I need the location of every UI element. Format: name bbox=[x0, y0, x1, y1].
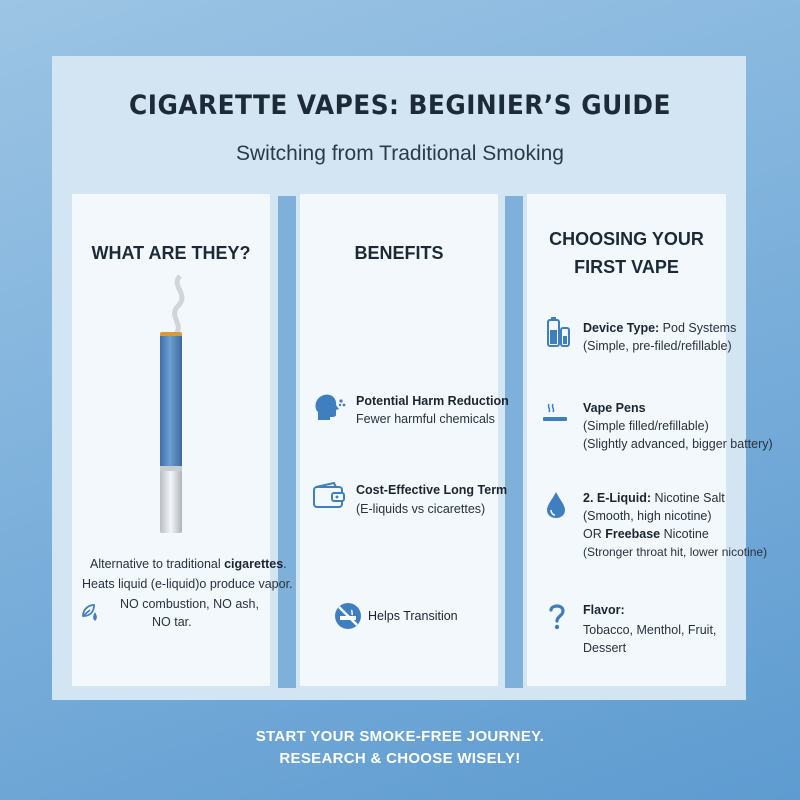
benefit-title bbox=[368, 608, 458, 625]
panel-what-are-they bbox=[72, 194, 293, 686]
vape-pens-desc: (Slightly advanced, bigger battery) bbox=[583, 437, 773, 451]
panel-heading: CHOOSING YOUR bbox=[549, 229, 704, 249]
what-line-2: Heats liquid (e-liquid)o produce vapor. bbox=[82, 577, 293, 591]
page-subtitle: Switching from Traditional Smoking bbox=[236, 142, 564, 165]
what-line-1-end: . bbox=[283, 557, 287, 571]
flavor-desc: Dessert bbox=[583, 641, 627, 655]
benefit-title-text: Cost-Effective Long Term bbox=[356, 483, 508, 497]
pod-device-icon bbox=[545, 316, 571, 350]
panel-benefits bbox=[300, 194, 509, 686]
device-type-desc: (Simple, pre-filed/refillable) bbox=[583, 339, 732, 353]
page-title: CIGARETTE VAPES: BEGINIER’S GUIDE bbox=[129, 90, 671, 121]
panel-heading: BENEFITS bbox=[354, 243, 444, 263]
flavor-desc: Tobacco, Menthol, Fruit, bbox=[583, 623, 717, 637]
device-type-line bbox=[583, 320, 736, 337]
panel-heading-2: FIRST VAPE bbox=[574, 257, 679, 277]
vape-pens-desc: (Simple filled/refillable) bbox=[583, 419, 709, 433]
question-mark-icon bbox=[547, 602, 567, 630]
wallet-icon bbox=[312, 482, 346, 510]
panel-heading: WHAT ARE THEY? bbox=[91, 243, 251, 263]
device-type-label: Device Type: bbox=[583, 321, 660, 335]
benefit-title-text: Potential Harm Reduction bbox=[356, 394, 509, 408]
what-line-4: NO tar. bbox=[152, 615, 192, 629]
divider-stripe bbox=[278, 196, 296, 688]
what-line-1 bbox=[90, 556, 287, 573]
divider-stripe bbox=[505, 196, 523, 688]
benefit-title bbox=[356, 482, 507, 499]
panel-choosing bbox=[527, 194, 773, 686]
what-line-1-text: Alternative to traditional bbox=[90, 557, 225, 571]
e-liquid-desc: (Stronger throat hit, lower nicotine) bbox=[583, 545, 768, 559]
benefit-desc: Fewer harmful chemicals bbox=[356, 412, 495, 426]
e-liquid-desc: (Smooth, high nicotine) bbox=[583, 509, 712, 523]
what-line-1-bold: cigarettes bbox=[224, 557, 284, 571]
e-liquid-freebase-rest: Nicotine bbox=[660, 527, 709, 541]
benefit-desc: (E-liquids vs cicarettes) bbox=[356, 502, 486, 516]
vape-pens-label-text: Vape Pens bbox=[583, 401, 646, 415]
flavor-label-text: Flavor: bbox=[583, 603, 625, 617]
e-liquid-freebase: Freebase bbox=[605, 527, 661, 541]
head-breath-icon bbox=[312, 390, 346, 424]
footer-line-1: START YOUR SMOKE-FREE JOURNEY. bbox=[255, 728, 545, 745]
leaf-water-icon bbox=[80, 602, 102, 624]
benefit-title-text: Helps Transition bbox=[368, 609, 458, 623]
e-liquid-alt bbox=[583, 526, 709, 543]
flavor-label bbox=[583, 602, 625, 619]
droplet-icon bbox=[545, 490, 567, 520]
benefit-title bbox=[356, 393, 509, 410]
cigarette-vape-illustration bbox=[140, 272, 210, 534]
device-type-value: Pod Systems bbox=[659, 321, 737, 335]
vape-pen-icon bbox=[541, 400, 569, 428]
e-liquid-line bbox=[583, 490, 725, 507]
vape-pens-label bbox=[583, 400, 646, 417]
e-liquid-or: OR bbox=[583, 527, 606, 541]
e-liquid-value: Nicotine Salt bbox=[651, 491, 725, 505]
e-liquid-label: 2. E-Liquid: bbox=[583, 491, 652, 505]
what-line-3: NO combustion, NO ash, bbox=[120, 597, 259, 611]
no-smoking-icon bbox=[334, 602, 362, 630]
footer-line-2: RESEARCH & CHOOSE WISELY! bbox=[279, 750, 521, 767]
